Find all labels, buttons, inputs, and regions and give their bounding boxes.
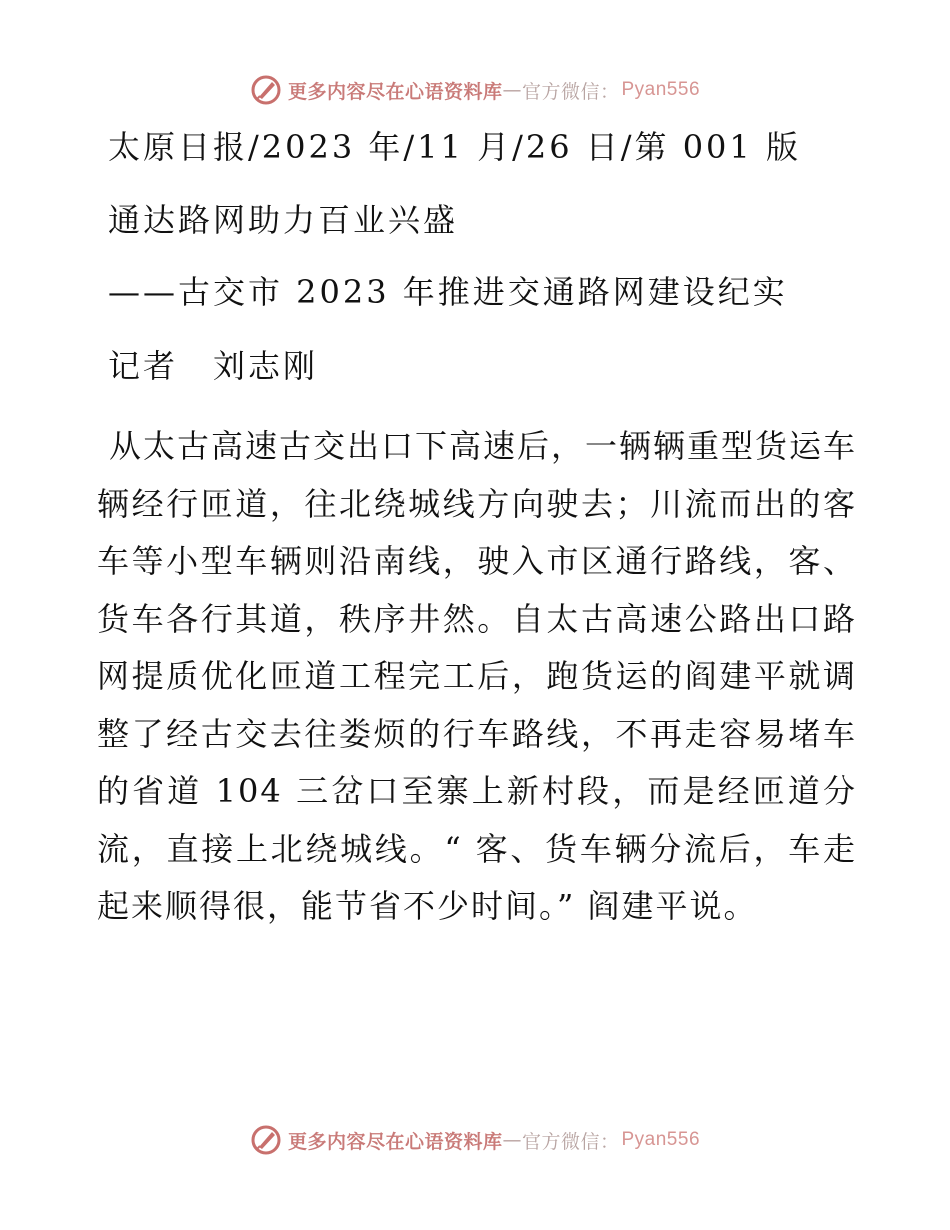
footer-banner [0,1120,950,1160]
banner-wechat-label: 官方微信： [521,1130,620,1153]
header-banner [0,70,950,110]
banner-main-text: 更多内容尽在心语资料库 [287,80,503,103]
banner-dash: — [502,1129,522,1151]
article-body: 从太古高速古交出口下高速后，一辆辆重型货运车辆经行匝道，往北绕城线方向驶去；川流而出的客车等小型车辆则沿南线，驶入市区通行路线，客、货车各行其道，秩序井然。自太古高速公路出口路网提质优化匝道工程完工后，跑货运的阎建平就调整了经古交去往娄烦的行车路线，不再走容易堵车的省道 104 三岔口至寨上新村段，而是经匝道分流，直接上北绕城线。“ 客、货车辆分流后，车走起来顺得很，能节省不少时间。” 阎建平说。 [97,427,858,925]
quill-logo-icon [250,1124,282,1156]
banner-wechat-label: 官方微信： [521,80,620,103]
article-subheadline: ——古交市 2023 年推进交通路网建设纪实 [108,273,788,311]
banner-dash: — [502,79,522,101]
banner-wechat-id: Pyan556 [621,1129,701,1150]
article-headline: 通达路网助力百业兴盛 [108,201,459,239]
banner-main-text: 更多内容尽在心语资料库 [287,1130,503,1153]
article-dateline: 太原日报/2023 年/11 月/26 日/第 001 版 [108,128,801,166]
article-byline: 记者 刘志刚 [108,347,319,385]
quill-logo-icon [250,74,282,106]
banner-wechat-id: Pyan556 [621,79,701,100]
